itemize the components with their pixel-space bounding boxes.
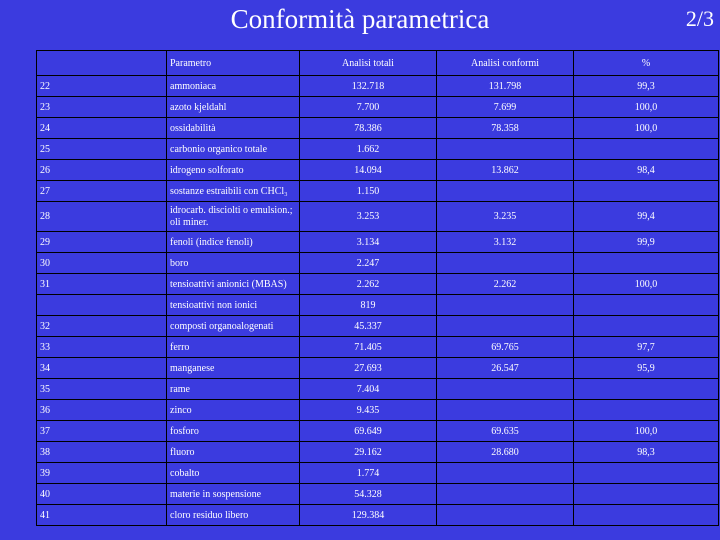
row-parameter: composti organoalogenati xyxy=(167,316,300,337)
table-row xyxy=(37,202,719,232)
table-row xyxy=(37,118,719,139)
row-parameter: idrogeno solforato xyxy=(167,160,300,181)
row-analisi-totali: 1.662 xyxy=(300,139,437,160)
row-number: 34 xyxy=(37,358,167,379)
header-percent: % xyxy=(574,51,719,76)
row-number: 39 xyxy=(37,463,167,484)
row-percent: 99,4 xyxy=(574,202,719,232)
row-percent xyxy=(574,139,719,160)
row-percent xyxy=(574,253,719,274)
table-row xyxy=(37,421,719,442)
row-parameter: azoto kjeldahl xyxy=(167,97,300,118)
table-row xyxy=(37,337,719,358)
row-analisi-conformi xyxy=(437,181,574,202)
row-percent: 98,4 xyxy=(574,160,719,181)
row-percent: 98,3 xyxy=(574,442,719,463)
row-number: 41 xyxy=(37,505,167,526)
row-analisi-conformi: 2.262 xyxy=(437,274,574,295)
row-number: 31 xyxy=(37,274,167,295)
row-analisi-totali: 1.774 xyxy=(300,463,437,484)
row-analisi-conformi: 28.680 xyxy=(437,442,574,463)
row-number: 33 xyxy=(37,337,167,358)
row-percent: 99,9 xyxy=(574,232,719,253)
row-number: 37 xyxy=(37,421,167,442)
row-analisi-conformi xyxy=(437,505,574,526)
row-analisi-totali: 14.094 xyxy=(300,160,437,181)
table-row xyxy=(37,76,719,97)
table-header-row xyxy=(37,51,719,76)
row-percent xyxy=(574,505,719,526)
page-number: 2/3 xyxy=(685,6,714,31)
table-row xyxy=(37,400,719,421)
row-percent xyxy=(574,181,719,202)
row-analisi-conformi xyxy=(437,463,574,484)
row-number: 22 xyxy=(37,76,167,97)
row-parameter: cloro residuo libero xyxy=(167,505,300,526)
row-parameter: tensioattivi anionici (MBAS) xyxy=(167,274,300,295)
row-analisi-totali: 69.649 xyxy=(300,421,437,442)
row-percent xyxy=(574,295,719,316)
row-analisi-conformi: 3.132 xyxy=(437,232,574,253)
row-number: 32 xyxy=(37,316,167,337)
row-parameter: ossidabilità xyxy=(167,118,300,139)
row-percent: 100,0 xyxy=(574,97,719,118)
row-number: 26 xyxy=(37,160,167,181)
row-parameter: ferro xyxy=(167,337,300,358)
row-analisi-conformi xyxy=(437,295,574,316)
table-row xyxy=(37,253,719,274)
row-analisi-conformi: 69.635 xyxy=(437,421,574,442)
row-analisi-totali: 3.253 xyxy=(300,202,437,232)
row-analisi-conformi xyxy=(437,316,574,337)
header-analisi-totali: Analisi totali xyxy=(300,51,437,76)
row-percent xyxy=(574,379,719,400)
row-analisi-conformi: 78.358 xyxy=(437,118,574,139)
row-parameter: fenoli (indice fenoli) xyxy=(167,232,300,253)
table-row xyxy=(37,181,719,202)
row-analisi-totali: 7.700 xyxy=(300,97,437,118)
table-row xyxy=(37,316,719,337)
row-analisi-conformi xyxy=(437,484,574,505)
row-analisi-conformi xyxy=(437,379,574,400)
row-analisi-conformi: 7.699 xyxy=(437,97,574,118)
row-analisi-conformi: 3.235 xyxy=(437,202,574,232)
row-number: 29 xyxy=(37,232,167,253)
row-analisi-totali: 129.384 xyxy=(300,505,437,526)
row-percent: 100,0 xyxy=(574,274,719,295)
row-parameter: idrocarb. disciolti o emulsion.; oli miner. xyxy=(167,202,300,232)
row-analisi-totali: 27.693 xyxy=(300,358,437,379)
row-number: 35 xyxy=(37,379,167,400)
row-analisi-totali: 78.386 xyxy=(300,118,437,139)
table-row xyxy=(37,160,719,181)
table-row xyxy=(37,484,719,505)
table-row xyxy=(37,97,719,118)
table-row xyxy=(37,274,719,295)
row-analisi-totali: 54.328 xyxy=(300,484,437,505)
table-row xyxy=(37,295,719,316)
row-analisi-totali: 2.262 xyxy=(300,274,437,295)
table-row xyxy=(37,232,719,253)
table-row xyxy=(37,379,719,400)
row-analisi-totali: 1.150 xyxy=(300,181,437,202)
row-analisi-conformi: 26.547 xyxy=(437,358,574,379)
row-percent: 100,0 xyxy=(574,421,719,442)
row-parameter: fosforo xyxy=(167,421,300,442)
row-parameter: manganese xyxy=(167,358,300,379)
conformity-table xyxy=(36,50,719,526)
row-number: 36 xyxy=(37,400,167,421)
row-analisi-totali: 29.162 xyxy=(300,442,437,463)
row-number: 23 xyxy=(37,97,167,118)
row-analisi-conformi xyxy=(437,253,574,274)
table-row xyxy=(37,139,719,160)
row-analisi-totali: 71.405 xyxy=(300,337,437,358)
row-analisi-conformi: 131.798 xyxy=(437,76,574,97)
row-number: 28 xyxy=(37,202,167,232)
row-number: 38 xyxy=(37,442,167,463)
row-number: 27 xyxy=(37,181,167,202)
row-number xyxy=(37,295,167,316)
table-row xyxy=(37,505,719,526)
row-percent xyxy=(574,316,719,337)
row-analisi-totali: 7.404 xyxy=(300,379,437,400)
row-percent: 97,7 xyxy=(574,337,719,358)
row-parameter: sostanze estraibili con CHCl₃ xyxy=(167,181,300,202)
row-analisi-totali: 2.247 xyxy=(300,253,437,274)
row-parameter: carbonio organico totale xyxy=(167,139,300,160)
row-parameter: cobalto xyxy=(167,463,300,484)
page-title: Conformità parametrica xyxy=(230,4,490,34)
row-analisi-conformi: 69.765 xyxy=(437,337,574,358)
row-analisi-totali: 132.718 xyxy=(300,76,437,97)
row-analisi-conformi xyxy=(437,139,574,160)
header-analisi-conformi: Analisi conformi xyxy=(437,51,574,76)
row-analisi-totali: 45.337 xyxy=(300,316,437,337)
table-row xyxy=(37,463,719,484)
row-percent xyxy=(574,400,719,421)
row-parameter: ammoniaca xyxy=(167,76,300,97)
table-row xyxy=(37,358,719,379)
row-analisi-totali: 9.435 xyxy=(300,400,437,421)
header-parametro: Parametro xyxy=(167,51,300,76)
row-parameter: tensioattivi non ionici xyxy=(167,295,300,316)
row-number: 25 xyxy=(37,139,167,160)
row-parameter: materie in sospensione xyxy=(167,484,300,505)
row-number: 40 xyxy=(37,484,167,505)
row-percent: 95,9 xyxy=(574,358,719,379)
row-parameter: fluoro xyxy=(167,442,300,463)
row-analisi-totali: 3.134 xyxy=(300,232,437,253)
row-analisi-totali: 819 xyxy=(300,295,437,316)
row-number: 30 xyxy=(37,253,167,274)
row-number: 24 xyxy=(37,118,167,139)
row-parameter: zinco xyxy=(167,400,300,421)
header-number xyxy=(37,51,167,76)
row-analisi-conformi: 13.862 xyxy=(437,160,574,181)
table-row xyxy=(37,442,719,463)
row-parameter: rame xyxy=(167,379,300,400)
row-percent xyxy=(574,463,719,484)
row-percent: 100,0 xyxy=(574,118,719,139)
row-percent: 99,3 xyxy=(574,76,719,97)
row-percent xyxy=(574,484,719,505)
row-analisi-conformi xyxy=(437,400,574,421)
row-parameter: boro xyxy=(167,253,300,274)
